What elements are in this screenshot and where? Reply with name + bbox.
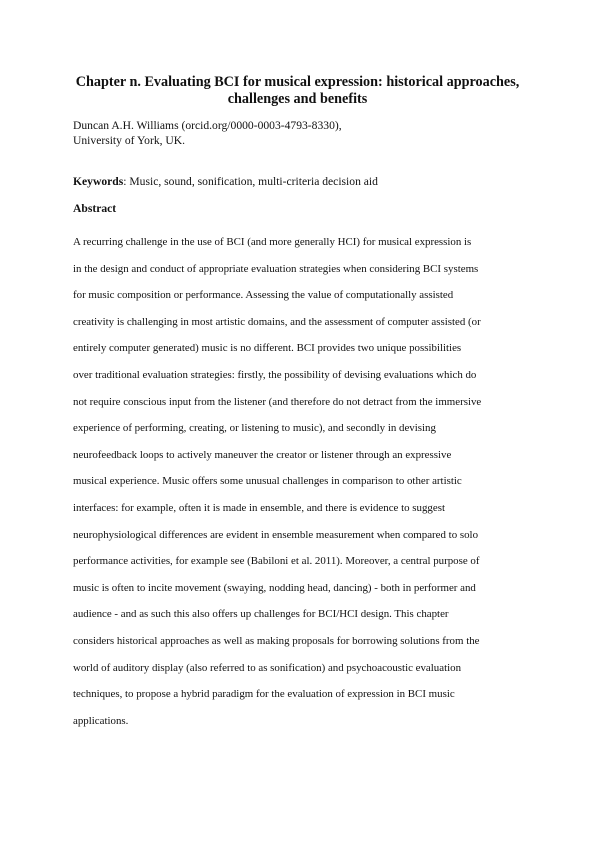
abstract-line: over traditional evaluation strategies: firstly, the possibility of devising evaluations which do xyxy=(73,368,477,381)
abstract-heading: Abstract xyxy=(73,202,117,215)
abstract-line: neurophysiological differences are evident in ensemble measurement when compared to solo xyxy=(73,528,479,541)
paper-title xyxy=(40,74,555,108)
author-block xyxy=(73,118,342,148)
keywords-text: : Music, sound, sonification, multi-criteria decision aid xyxy=(123,175,378,188)
abstract-line: not require conscious input from the listener (and therefore do not detract from the immersive xyxy=(73,395,482,408)
abstract-line: performance activities, for example see (Babiloni et al. 2011). Moreover, a central purpose of xyxy=(73,555,480,568)
author-affiliation: University of York, UK. xyxy=(73,134,186,147)
abstract-line: neurofeedback loops to actively maneuver the creator or listener through an expressive xyxy=(73,448,452,461)
abstract-line: audience - and as such this also offers up challenges for BCI/HCI design. This chapter xyxy=(73,608,449,621)
abstract-line: music is often to incite movement (swaying, nodding head, dancing) - both in performer and xyxy=(73,581,476,594)
abstract-line: for music composition or performance. Assessing the value of computationally assisted xyxy=(73,289,454,302)
abstract-line: considers historical approaches as well as making proposals for borrowing solutions from the xyxy=(73,634,480,647)
abstract-line: techniques, to propose a hybrid paradigm for the evaluation of expression in BCI music xyxy=(73,688,455,701)
keywords-label: Keywords xyxy=(73,175,124,188)
abstract-line: creativity is challenging in most artistic domains, and the assessment of computer assisted (or xyxy=(73,315,481,328)
abstract-line: musical experience. Music offers some unusual challenges in comparison to other artistic xyxy=(73,475,462,488)
abstract-line: experience of performing, creating, or listening to music), and secondly in devising xyxy=(73,422,436,435)
abstract-line: A recurring challenge in the use of BCI (and more generally HCI) for musical expression is xyxy=(73,236,472,248)
abstract-body xyxy=(73,229,523,734)
abstract-line: in the design and conduct of appropriate evaluation strategies when considering BCI systems xyxy=(73,262,479,275)
abstract-line: world of auditory display (also referred to as sonification) and psychoacoustic evaluation xyxy=(73,661,462,674)
abstract-line: applications. xyxy=(73,714,129,727)
abstract-line: entirely computer generated) music is no different. BCI provides two unique possibilities xyxy=(73,342,462,355)
keywords xyxy=(73,174,378,189)
title-line: challenges and benefits xyxy=(227,91,368,107)
author-name: Duncan A.H. Williams (orcid.org/0000-0003-4793-8330), xyxy=(73,119,342,132)
abstract-line: interfaces: for example, often it is made in ensemble, and there is evidence to suggest xyxy=(73,501,445,514)
title-line: Chapter n. Evaluating BCI for musical expression: historical approaches, xyxy=(75,74,520,90)
